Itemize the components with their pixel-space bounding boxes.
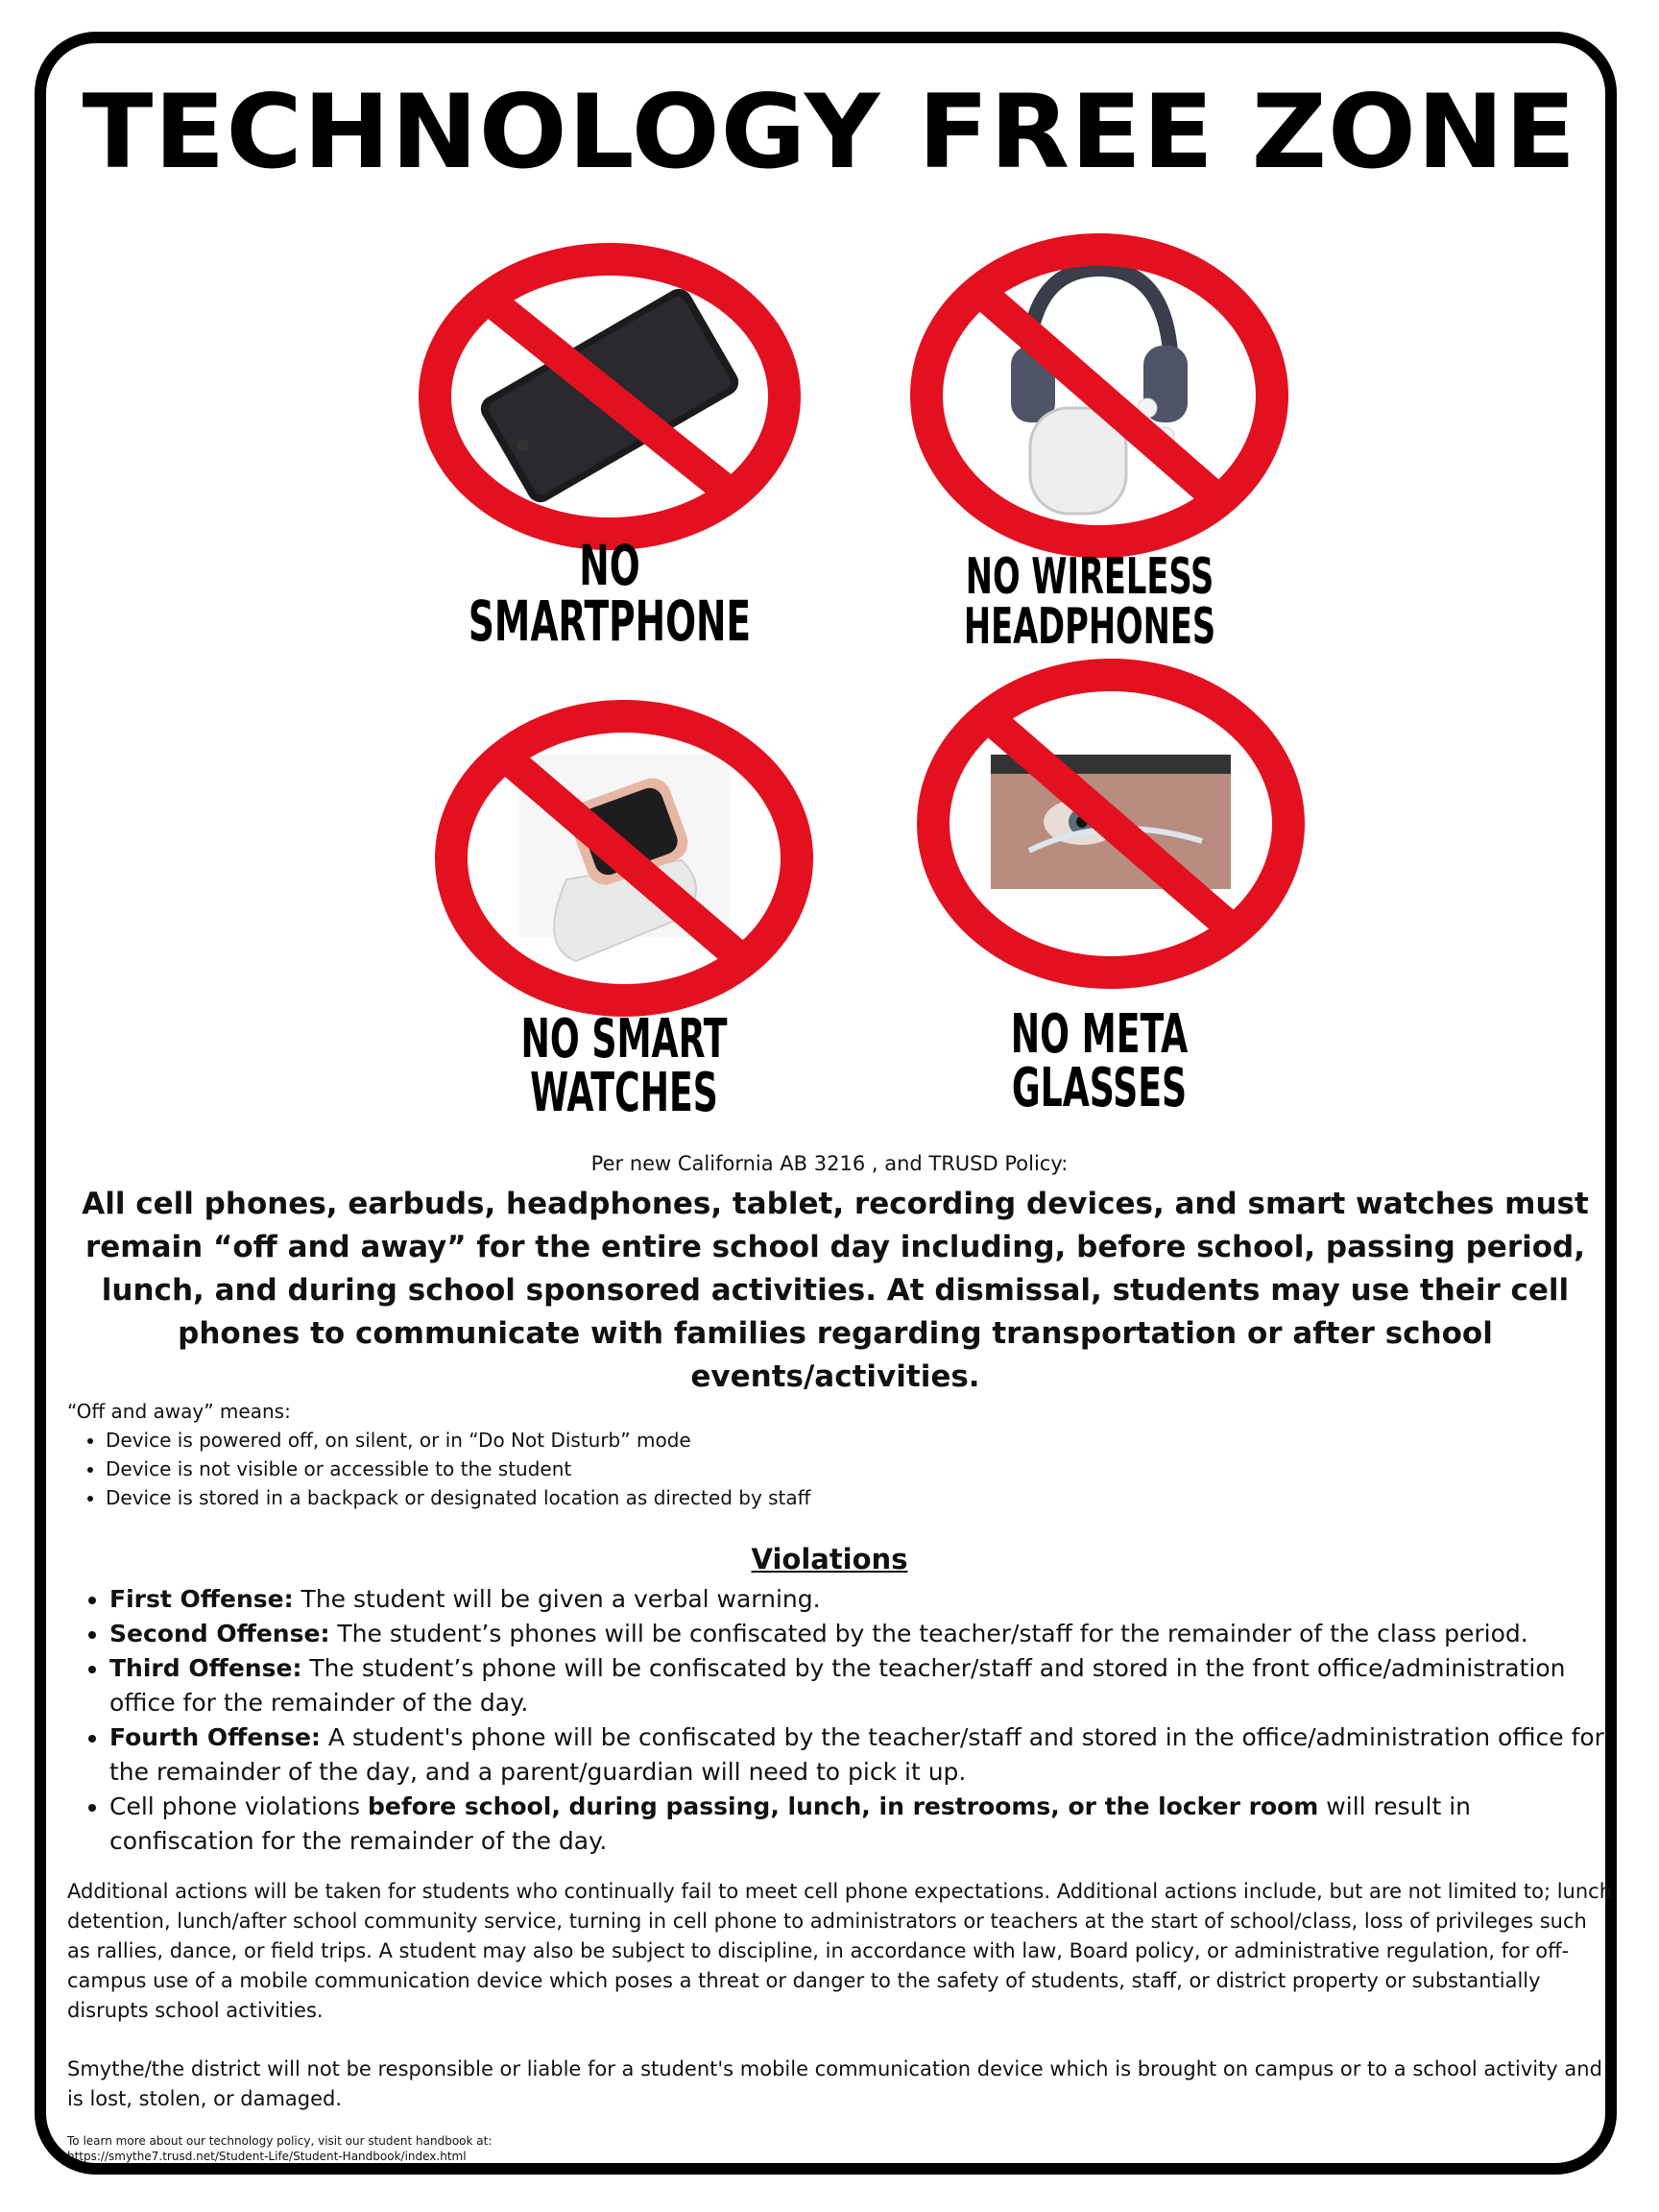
violation-places: before school, during passing, lunch, in restrooms, or the locker room (368, 1792, 1319, 1820)
label-line: NO SMART (520, 1008, 728, 1070)
liability-disclaimer: Smythe/the district will not be responsible or liable for a student's mobile communication device which is brought on campus or to a school activity and is lost, stolen, or damaged. (67, 2057, 1602, 2110)
violation-text: will result in confiscation for the remainder of the day. (109, 1792, 1472, 1855)
off-and-away-list (67, 1426, 1027, 1512)
list-item (109, 1582, 1623, 1617)
offense-label: Second Offense: (109, 1620, 330, 1647)
label-line: WATCHES (530, 1062, 718, 1124)
no-headphones-label (941, 548, 1238, 656)
learn-more-text: To learn more about our technology policy, visit our student handbook at: (67, 2134, 493, 2148)
no-meta-glasses-sign (914, 659, 1308, 990)
policy-intro: Per new California AB 3216 , and TRUSD Policy: (590, 1152, 1069, 1175)
list-item (109, 1720, 1623, 1790)
no-smartphone-sign (415, 242, 805, 551)
additional-actions-paragraph: Additional actions will be taken for students who continually fail to meet cell phone expectations. Additional actions include, but are not limited to; lunch detention, lunch/after school community service, turning in cell phone to administrators or teachers at the start of school/class, loss of privileges such as rallies, dance, or field trips. A student may also be subject to discipline, in accordance with law, Board policy, or administrative regulation, for off-campus use of a mobile communication device which poses a threat or danger to the safety of students, staff, or district property or substantially disrupts school activities. (67, 1880, 1613, 2022)
list-item (109, 1651, 1623, 1720)
violations-list (67, 1582, 1623, 1859)
list-item: • Device is powered off, on silent, or in “Do Not Disturb” mode (106, 1426, 1027, 1455)
offense-text: A student's phone will be confiscated by the teacher/staff and stored in the office/administration office for the remainder of the day, and a parent/guardian will need to pick it up. (109, 1723, 1604, 1786)
offense-text: The student will be given a verbal warning. (293, 1585, 821, 1613)
label-line: NO SMARTPHONE (468, 533, 752, 654)
violation-text: Cell phone violations (109, 1792, 369, 1820)
list-item (109, 1790, 1623, 1859)
label-line: HEADPHONES (963, 598, 1216, 656)
no-headphones-sign (907, 230, 1291, 566)
no-smartphone-label (447, 533, 772, 654)
list-item: • Device is stored in a backpack or designated location as directed by staff (106, 1483, 1027, 1512)
main-policy-statement: All cell phones, earbuds, headphones, tablet, recording devices, and smart watches must remain “off and away” for the entire school day including, before school, passing period, lunch, and during school sponsored activities. At dismissal, students may use their cell phones to communicate with families regarding transportation or after school events/activities. (82, 1187, 1589, 1394)
learn-more-note (67, 2133, 931, 2164)
list-item: • Device is not visible or accessible to the student (106, 1455, 1027, 1483)
violations-section (67, 1582, 1623, 1859)
no-smartwatch-sign (432, 697, 816, 1023)
handbook-url: https://smythe7.trusd.net/Student-Life/Student-Handbook/index.html (67, 2150, 467, 2163)
off-and-away-heading: “Off and away” means: (67, 1400, 291, 1423)
poster-title: TECHNOLOGY FREE ZONE (82, 73, 1577, 191)
offense-label: First Offense: (109, 1585, 294, 1613)
no-meta-glasses-label (950, 1003, 1248, 1119)
offense-text: The student’s phone will be confiscated by the teacher/staff and stored in the front office/administration office for the remainder of the day. (109, 1654, 1566, 1717)
label-line: GLASSES (1011, 1057, 1188, 1119)
offense-label: Third Offense: (109, 1654, 302, 1682)
no-smartwatch-label (472, 1008, 777, 1124)
label-line: NO META (1010, 1003, 1189, 1066)
off-and-away-section (67, 1397, 1027, 1512)
offense-text: The student’s phones will be confiscated by the teacher/staff for the remainder of the class period. (329, 1620, 1528, 1647)
violations-heading: Violations (751, 1543, 908, 1575)
label-line: NO WIRELESS (965, 548, 1214, 606)
list-item (109, 1617, 1623, 1651)
offense-label: Fourth Offense: (109, 1723, 321, 1751)
